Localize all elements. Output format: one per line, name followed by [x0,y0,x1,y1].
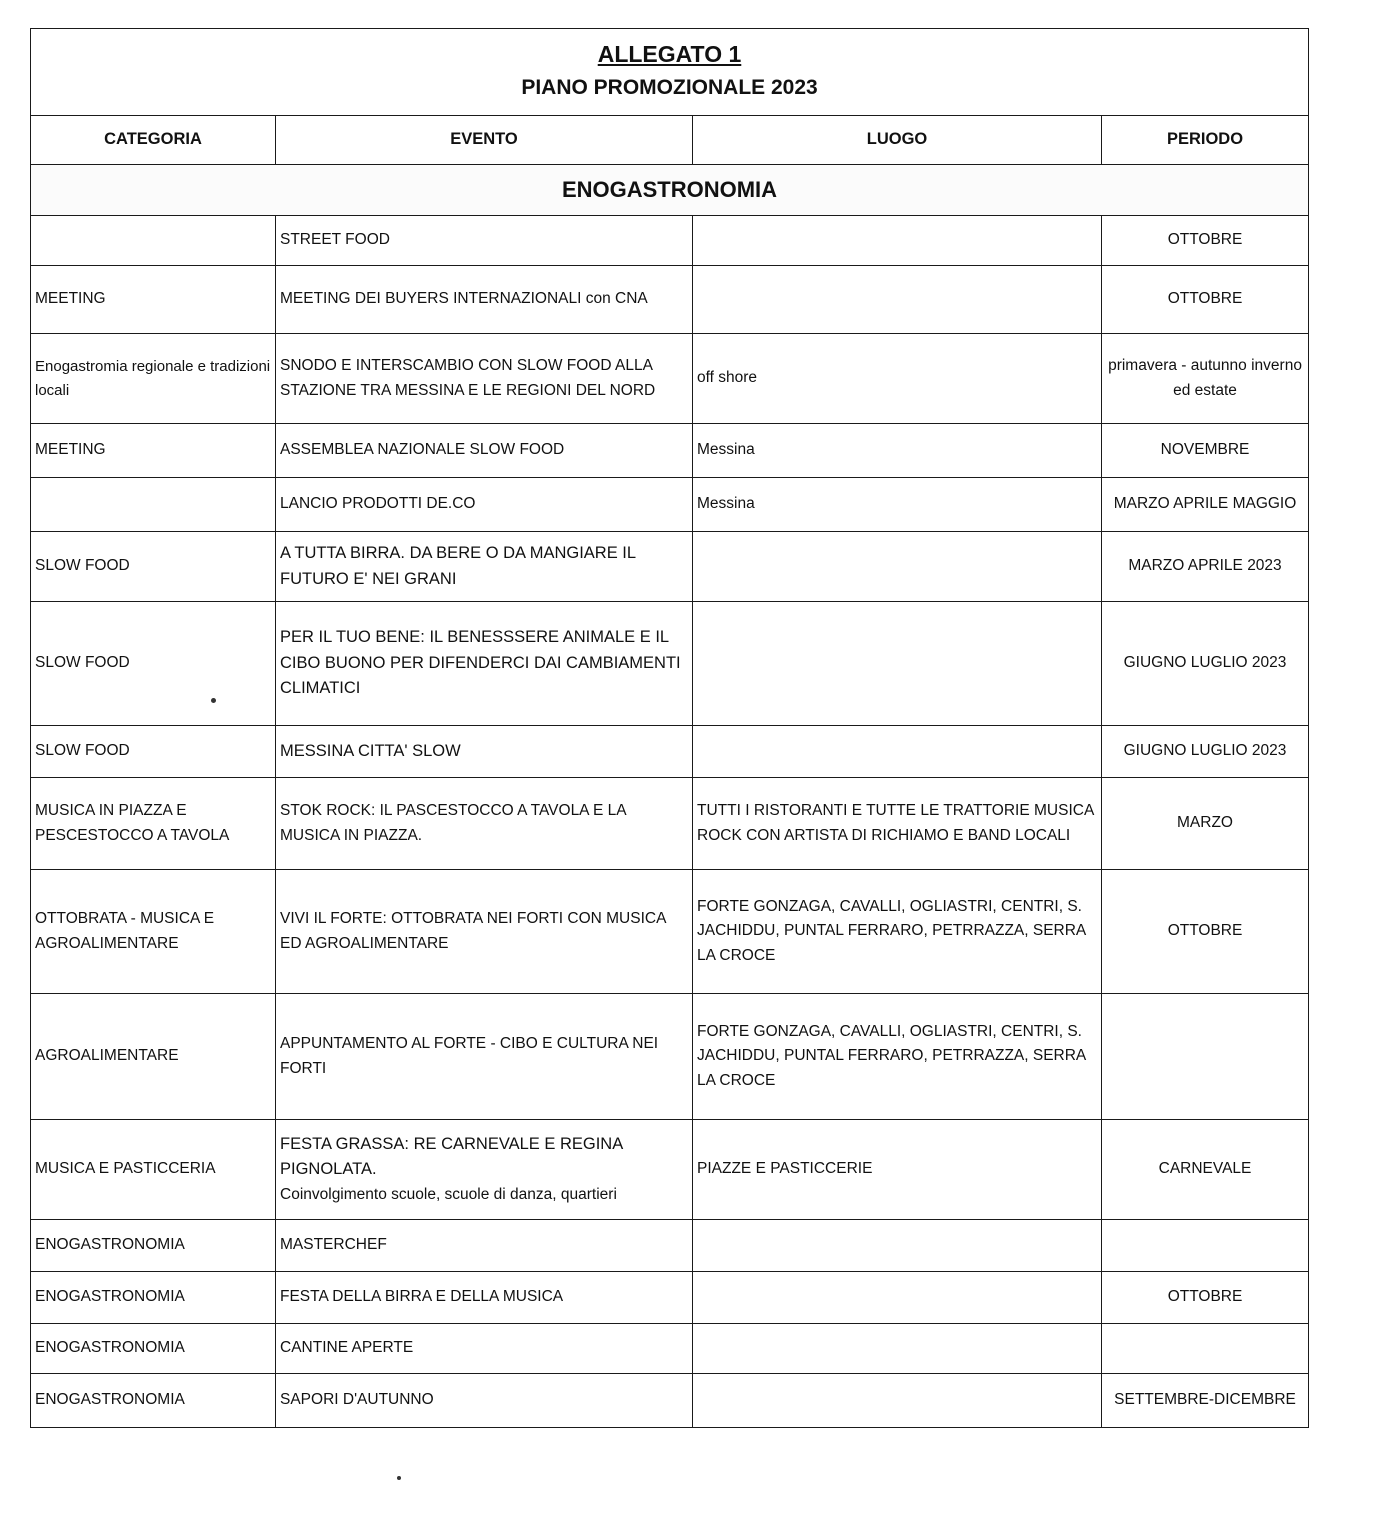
cell-evento: STREET FOOD [276,216,693,266]
cell-evento: SAPORI D'AUTUNNO [276,1374,693,1428]
cell-luogo [693,1220,1102,1272]
table-row [31,424,1309,478]
cell-luogo [693,1272,1102,1324]
cell-luogo: off shore [693,334,1102,424]
cell-periodo: OTTOBRE [1102,216,1309,266]
scan-speck [211,698,216,703]
cell-periodo: MARZO [1102,778,1309,870]
cell-categoria: Enogastromia regionale e tradizioni locali [31,334,276,424]
cell-categoria: MEETING [31,266,276,334]
cell-periodo: MARZO APRILE MAGGIO [1102,478,1309,532]
cell-evento: PER IL TUO BENE: IL BENESSSERE ANIMALE E IL CIBO BUONO PER DIFENDERCI DAI CAMBIAMENTI CLIMATICI [276,602,693,726]
cell-periodo: SETTEMBRE-DICEMBRE [1102,1374,1309,1428]
cell-evento: FESTA DELLA BIRRA E DELLA MUSICA [276,1272,693,1324]
cell-evento: MASTERCHEF [276,1220,693,1272]
section-title: ENOGASTRONOMIA [31,165,1309,216]
cell-categoria: ENOGASTRONOMIA [31,1272,276,1324]
cell-luogo: FORTE GONZAGA, CAVALLI, OGLIASTRI, CENTRI, S. JACHIDDU, PUNTAL FERRARO, PETRRAZZA, SERRA LA CROCE [693,870,1102,994]
document-sheet [30,28,1308,1428]
cell-periodo: CARNEVALE [1102,1120,1309,1220]
table-row [31,1324,1309,1374]
cell-evento: SNODO E INTERSCAMBIO CON SLOW FOOD ALLA STAZIONE TRA MESSINA E LE REGIONI DEL NORD [276,334,693,424]
header-luogo: LUOGO [693,116,1102,165]
scan-speck [397,1476,401,1480]
table-row [31,1374,1309,1428]
cell-luogo: Messina [693,478,1102,532]
table-row [31,726,1309,778]
cell-categoria: AGROALIMENTARE [31,994,276,1120]
table-row [31,602,1309,726]
table-row [31,1272,1309,1324]
cell-categoria [31,216,276,266]
cell-categoria: OTTOBRATA - MUSICA E AGROALIMENTARE [31,870,276,994]
table-row [31,478,1309,532]
cell-luogo [693,1374,1102,1428]
cell-evento: STOK ROCK: IL PASCESTOCCO A TAVOLA E LA MUSICA IN PIAZZA. [276,778,693,870]
cell-luogo [693,532,1102,602]
table-row [31,1120,1309,1220]
cell-categoria [31,478,276,532]
table-row [31,870,1309,994]
table-row [31,216,1309,266]
cell-luogo: Messina [693,424,1102,478]
table-row [31,778,1309,870]
cell-evento: ASSEMBLEA NAZIONALE SLOW FOOD [276,424,693,478]
cell-categoria: ENOGASTRONOMIA [31,1374,276,1428]
cell-luogo [693,1324,1102,1374]
cell-categoria: SLOW FOOD [31,602,276,726]
cell-categoria: MUSICA IN PIAZZA E PESCESTOCCO A TAVOLA [31,778,276,870]
cell-periodo: OTTOBRE [1102,266,1309,334]
table-row [31,994,1309,1120]
cell-evento: LANCIO PRODOTTI DE.CO [276,478,693,532]
table-row [31,1220,1309,1272]
cell-evento: MESSINA CITTA' SLOW [276,726,693,778]
table-row [31,334,1309,424]
cell-luogo [693,602,1102,726]
cell-luogo: FORTE GONZAGA, CAVALLI, OGLIASTRI, CENTRI, S. JACHIDDU, PUNTAL FERRARO, PETRRAZZA, SERRA LA CROCE [693,994,1102,1120]
cell-periodo: NOVEMBRE [1102,424,1309,478]
cell-categoria: MUSICA E PASTICCERIA [31,1120,276,1220]
cell-periodo: MARZO APRILE 2023 [1102,532,1309,602]
header-periodo: PERIODO [1102,116,1309,165]
cell-periodo [1102,1220,1309,1272]
cell-evento: CANTINE APERTE [276,1324,693,1374]
cell-periodo: OTTOBRE [1102,1272,1309,1324]
promo-plan-table [30,28,1309,1428]
section-row [31,165,1309,216]
cell-luogo [693,266,1102,334]
cell-evento [276,1120,693,1220]
document-title: ALLEGATO 1 [597,41,742,68]
cell-periodo: GIUGNO LUGLIO 2023 [1102,726,1309,778]
header-row [31,116,1309,165]
cell-luogo: PIAZZE E PASTICCERIE [693,1120,1102,1220]
cell-luogo [693,726,1102,778]
cell-evento: A TUTTA BIRRA. DA BERE O DA MANGIARE IL FUTURO E' NEI GRANI [276,532,693,602]
table-row [31,532,1309,602]
cell-evento: APPUNTAMENTO AL FORTE - CIBO E CULTURA NEI FORTI [276,994,693,1120]
evento-main: FESTA GRASSA: RE CARNEVALE E REGINA PIGNOLATA. [280,1134,623,1179]
cell-categoria: ENOGASTRONOMIA [31,1324,276,1374]
cell-luogo: TUTTI I RISTORANTI E TUTTE LE TRATTORIE MUSICA ROCK CON ARTISTA DI RICHIAMO E BAND LOCALI [693,778,1102,870]
cell-periodo [1102,994,1309,1120]
cell-periodo: OTTOBRE [1102,870,1309,994]
cell-categoria: ENOGASTRONOMIA [31,1220,276,1272]
cell-evento: VIVI IL FORTE: OTTOBRATA NEI FORTI CON MUSICA ED AGROALIMENTARE [276,870,693,994]
cell-periodo: GIUGNO LUGLIO 2023 [1102,602,1309,726]
title-row [31,29,1309,116]
cell-categoria: MEETING [31,424,276,478]
cell-periodo [1102,1324,1309,1374]
document-subtitle: PIANO PROMOZIONALE 2023 [521,76,818,100]
header-categoria: CATEGORIA [31,116,276,165]
header-evento: EVENTO [276,116,693,165]
cell-evento: MEETING DEI BUYERS INTERNAZIONALI con CNA [276,266,693,334]
cell-luogo [693,216,1102,266]
table-row [31,266,1309,334]
cell-categoria: SLOW FOOD [31,726,276,778]
title-cell [31,29,1309,116]
cell-categoria: SLOW FOOD [31,532,276,602]
cell-periodo: primavera - autunno inverno ed estate [1102,334,1309,424]
evento-note: Coinvolgimento scuole, scuole di danza, quartieri [280,1186,617,1204]
